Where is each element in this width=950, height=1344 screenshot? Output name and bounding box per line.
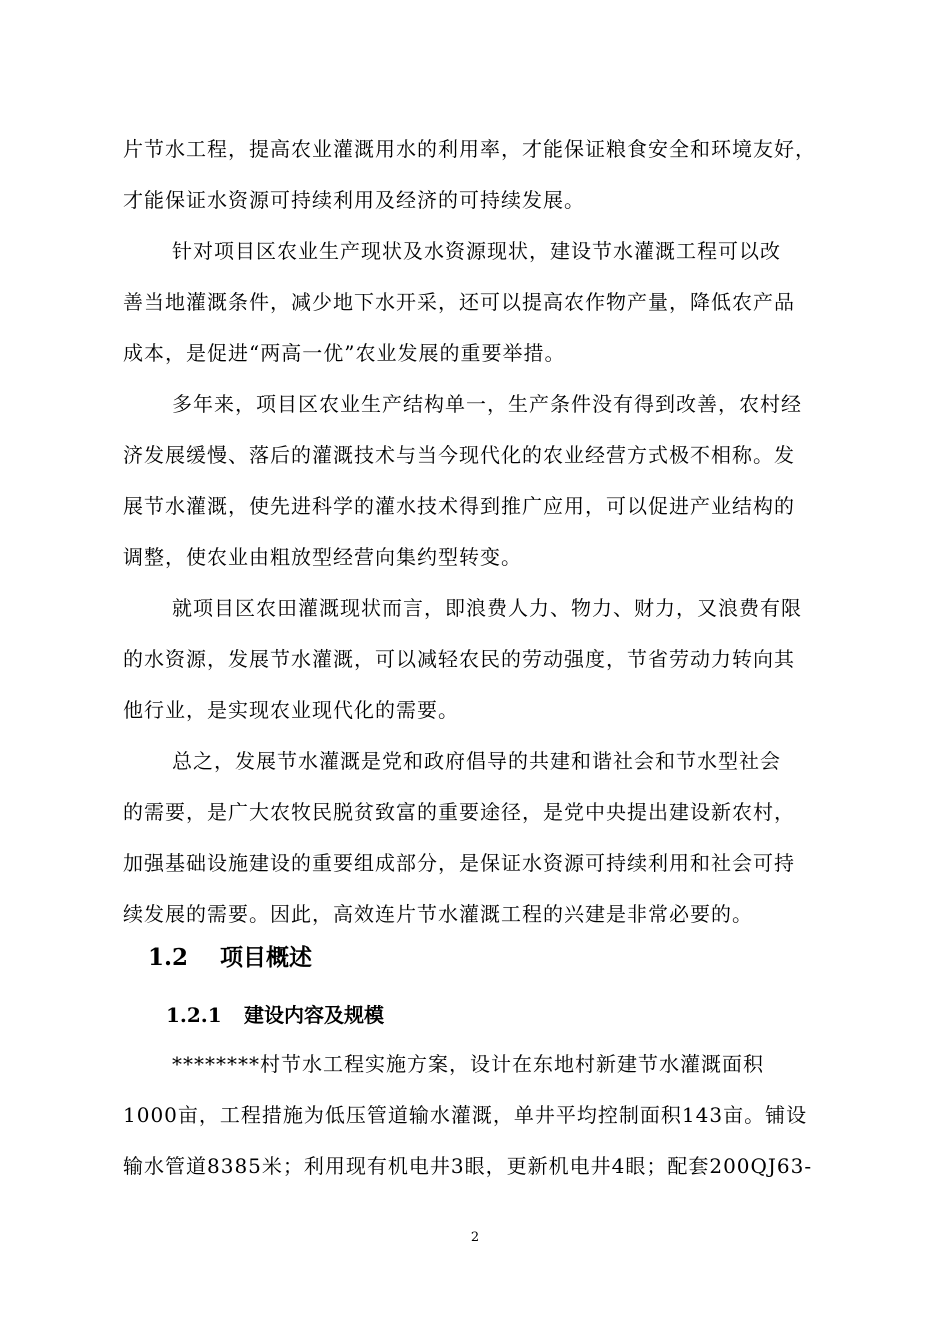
intro-body: [123, 124, 835, 940]
text-line: 总之，发展节水灌溉是党和政府倡导的共建和谐社会和节水型社会: [172, 749, 781, 773]
text-line: 的需要，是广大农牧民脱贫致富的重要途径，是党中央提出建设新农村，: [123, 800, 795, 824]
text-line: 济发展缓慢、落后的灌溉技术与当今现代化的农业经营方式极不相称。发: [123, 443, 795, 467]
subsection-heading: [166, 995, 384, 1035]
paragraph-4: [123, 583, 835, 736]
subsection-title: 建设内容及规模: [244, 1003, 384, 1027]
text-line: 多年来，项目区农业生产结构单一，生产条件没有得到改善，农村经: [172, 392, 802, 416]
paragraph-5: [123, 736, 835, 940]
section-heading: [148, 938, 312, 978]
text-line: ********村节水工程实施方案，设计在东地村新建节水灌溉面积: [172, 1052, 764, 1076]
paragraph-3: [123, 379, 835, 583]
text-line: 输水管道8385米；利用现有机电井3眼，更新机电井4眼；配套200QJ63-: [123, 1154, 813, 1178]
section-body: [123, 1039, 835, 1192]
text-line: 加强基础设施建设的重要组成部分，是保证水资源可持续利用和社会可持: [123, 851, 795, 875]
paragraph-6: [123, 1039, 835, 1192]
text-line: 的水资源，发展节水灌溉，可以减轻农民的劳动强度，节省劳动力转向其: [123, 647, 795, 671]
subsection-number: 1.2.1: [166, 1003, 222, 1027]
text-line: 针对项目区农业生产现状及水资源现状，建设节水灌溉工程可以改: [172, 239, 781, 263]
text-line: 展节水灌溉，使先进科学的灌水技术得到推广应用，可以促进产业结构的: [123, 494, 795, 518]
text-line: 就项目区农田灌溉现状而言，即浪费人力、物力、财力，又浪费有限: [172, 596, 802, 620]
text-line: 1000亩，工程措施为低压管道输水灌溉，单井平均控制面积143亩。铺设: [123, 1103, 808, 1127]
paragraph-1: [123, 124, 835, 226]
text-line: 调整，使农业由粗放型经营向集约型转变。: [123, 545, 522, 569]
section-number: 1.2: [148, 944, 189, 971]
page-number: 2: [470, 1230, 480, 1245]
section-title: 项目概述: [220, 944, 312, 971]
text-line: 续发展的需要。因此，高效连片节水灌溉工程的兴建是非常必要的。: [123, 902, 753, 926]
text-line: 他行业，是实现农业现代化的需要。: [123, 698, 459, 722]
text-line: 成本，是促进“两高一优”农业发展的重要举措。: [123, 341, 566, 365]
paragraph-2: [123, 226, 835, 379]
text-line: 善当地灌溉条件，减少地下水开采，还可以提高农作物产量，降低农产品: [123, 290, 795, 314]
text-line: 才能保证水资源可持续利用及经济的可持续发展。: [123, 188, 585, 212]
text-line: 片节水工程，提高农业灌溉用水的利用率，才能保证粮食安全和环境友好，: [123, 137, 816, 161]
